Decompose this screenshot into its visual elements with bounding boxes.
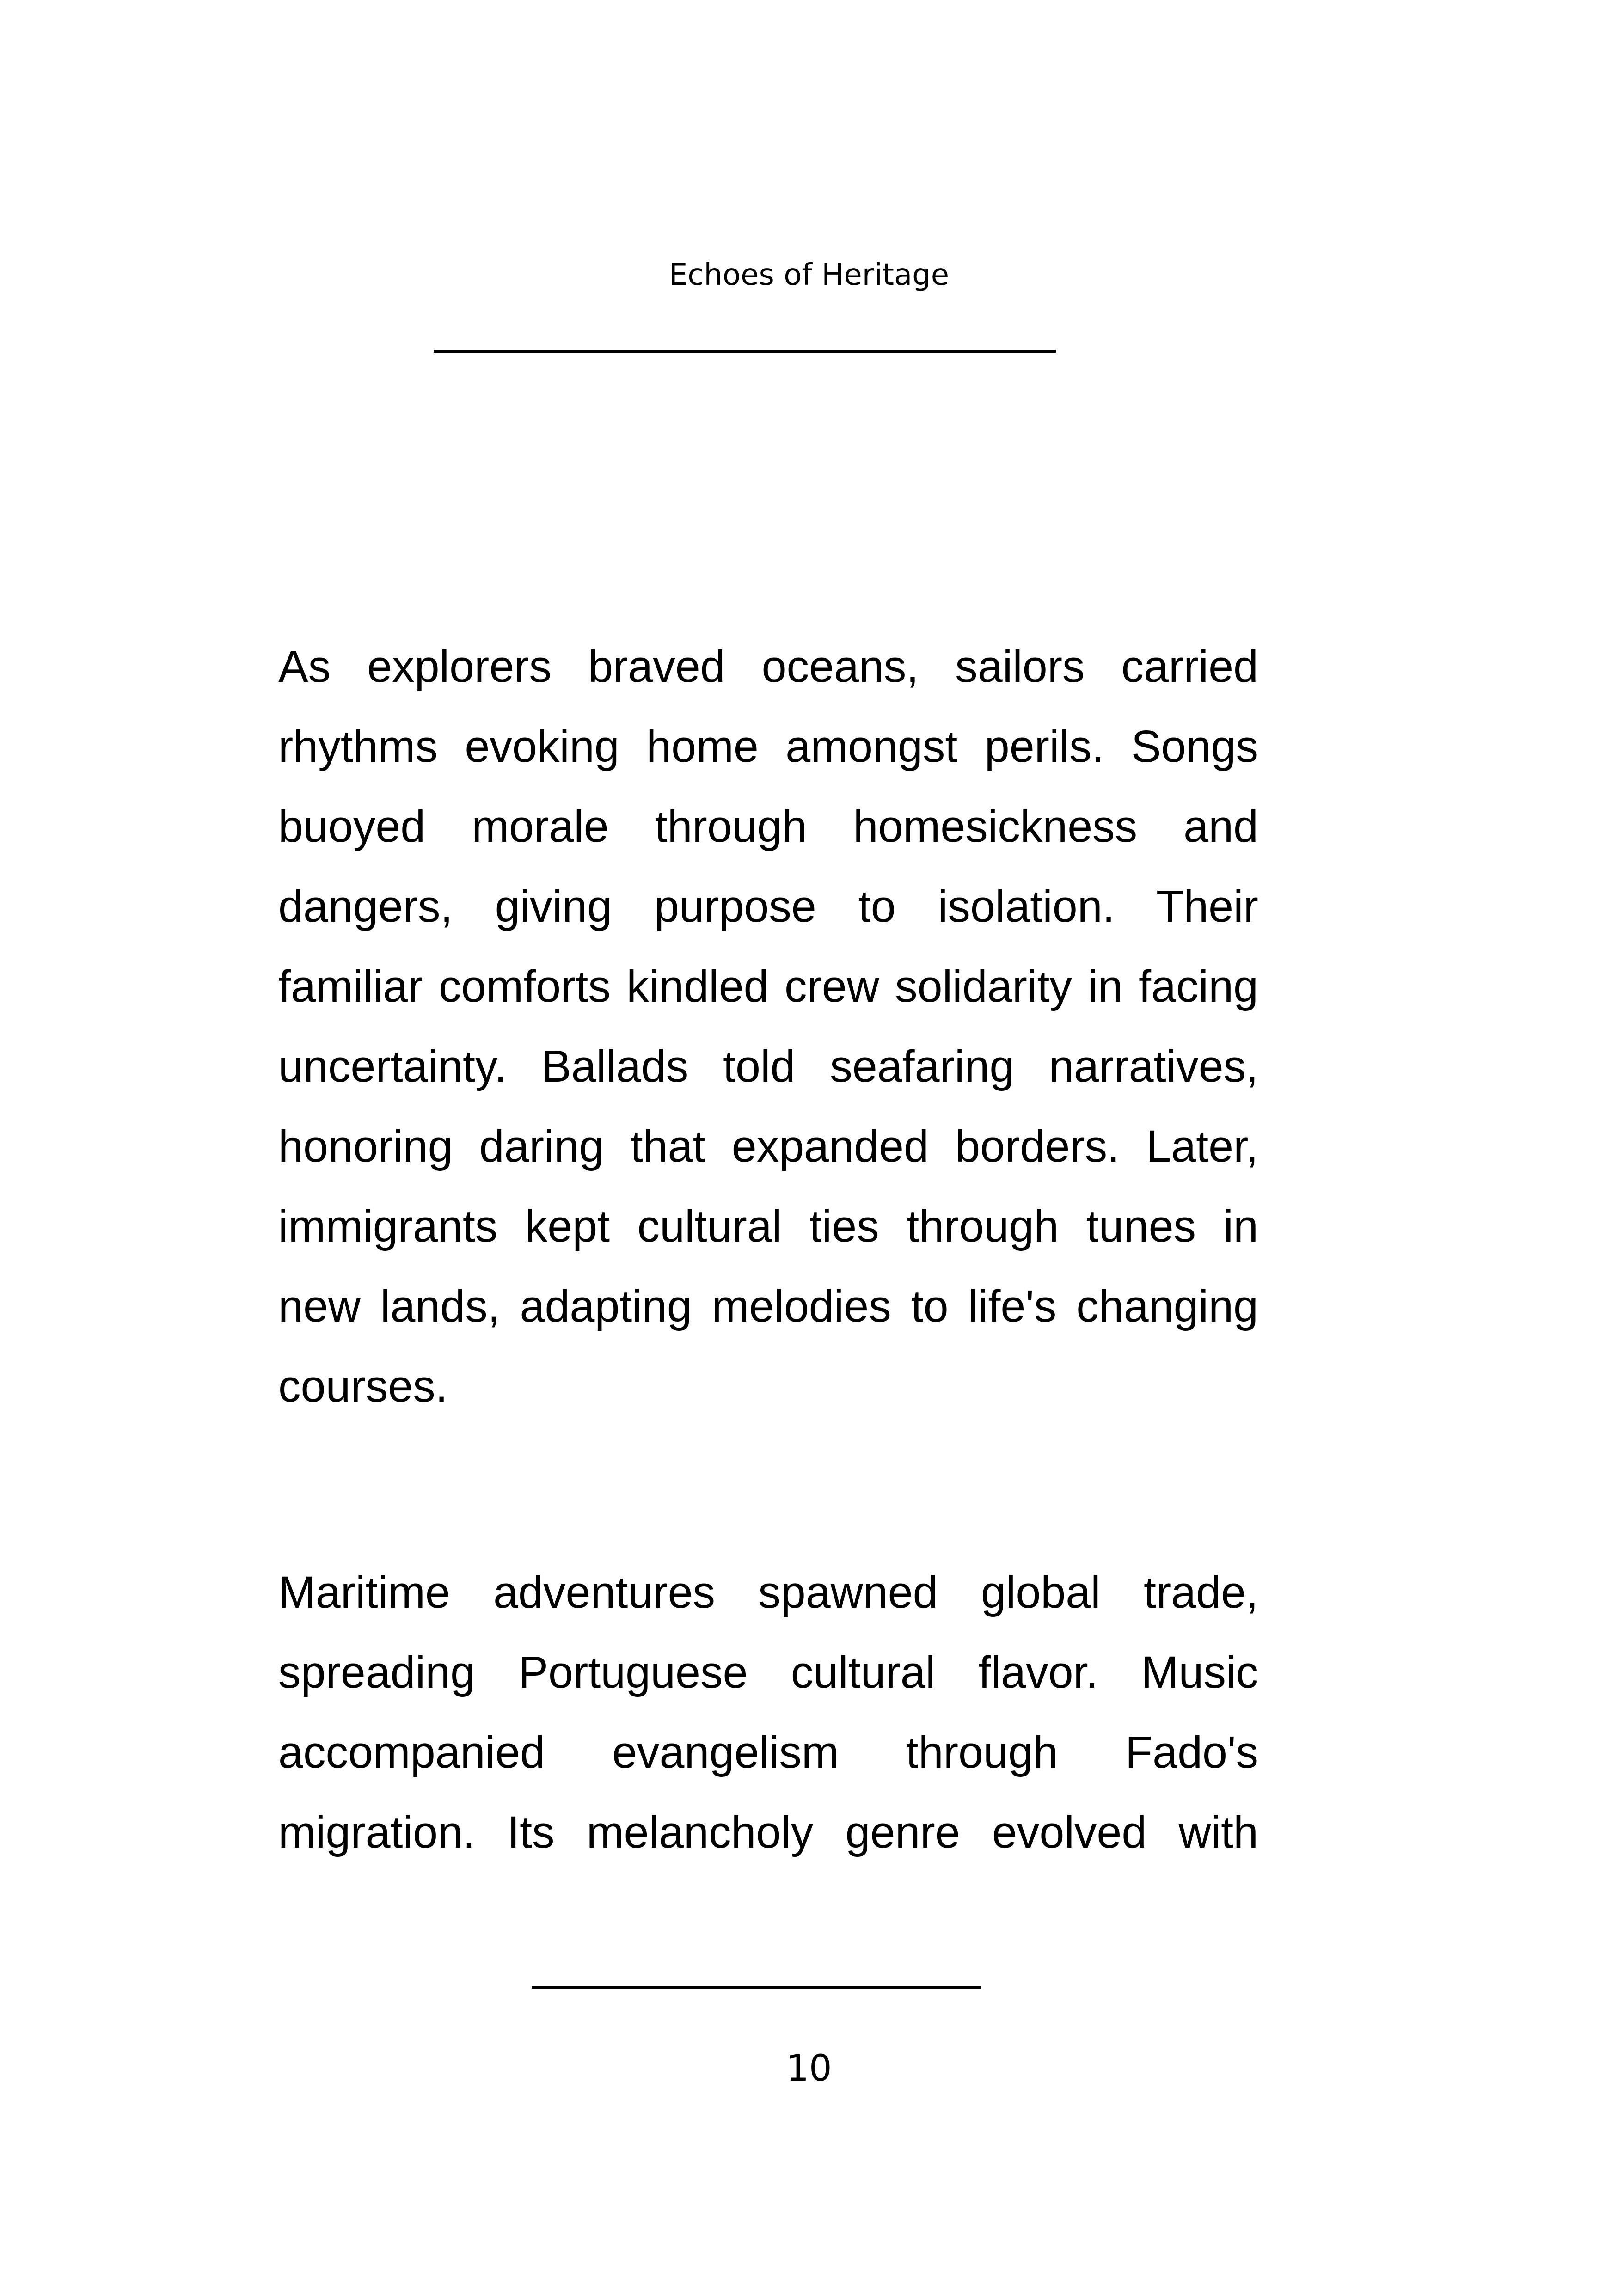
running-header-title: Echoes of Heritage (668, 258, 950, 292)
body-paragraph-1: As explorers braved oceans, sailors carried rhythms evoking home amongst perils. Songs buoyed morale through homesickness and dangers, giving purpose to isolation. Their familiar comforts kindled crew solidarity in facing uncertainty. Ballads told seafaring narratives, honoring daring that expanded borders. Later, immigrants kept cultural ties through tunes in new lands, adapting melodies to life's changing courses. (278, 641, 1258, 1411)
page-number: 10 (786, 2048, 832, 2089)
header-divider (434, 350, 1056, 353)
body-paragraph-2: Maritime adventures spawned global trade, spreading Portuguese cultural flavor. Music accompanied evangelism through Fado's migration. Its melancholy genre evolved with (278, 1567, 1258, 1857)
footer-divider (532, 1986, 981, 1989)
